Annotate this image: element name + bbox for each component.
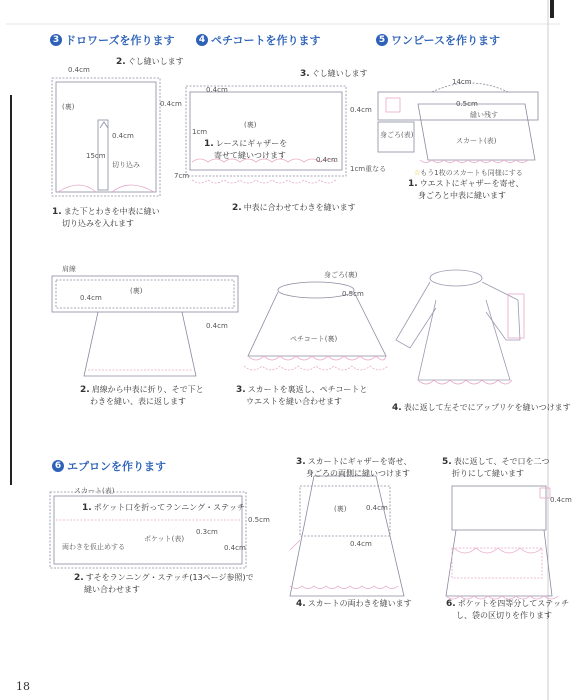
section-title-onepiece: 5 ワンピースを作ります (376, 32, 500, 48)
label-migoro-ura: 身ごろ(裏) (324, 271, 358, 279)
step-apron-5: 5. 表に返して、そで口を二つ 折りにして縫います (442, 457, 550, 478)
label-ura: (裏) (334, 505, 347, 513)
label-petticoat-ura: ペチコート(裏) (290, 335, 338, 343)
label-c7: 7cm (174, 172, 190, 180)
label-c04: 0.4cm (366, 504, 388, 512)
step-petticoat-1: 1. レースにギャザーを 寄せて縫いつけます (204, 139, 288, 160)
finished-dress-illustration (396, 270, 524, 384)
step-apron-6: 6. ポケットを四等分してステッチ し、袋の区切りを作ります (446, 599, 570, 620)
step-apron-4: 4. スカートの両わきを縫います (296, 599, 412, 609)
apron-finished-illustration (446, 486, 558, 599)
label-c04: 0.4cm (206, 322, 228, 330)
label-c14: 14cm (452, 78, 472, 86)
label-c04: 0.4cm (350, 540, 372, 548)
section-title-apron: 6 エプロンを作ります (52, 458, 166, 474)
label-c03: 0.3cm (196, 528, 218, 536)
onepiece-top-illustration (378, 83, 538, 163)
label-migoro-omote: 身ごろ(表) (380, 131, 414, 139)
label-c04: 0.4cm (350, 106, 372, 114)
step-petticoat-2: 2. 中表に合わせてわきを縫います (232, 203, 356, 213)
step-drawers-2: 2. ぐし縫いします (116, 57, 184, 67)
section-title-petticoat: 4 ペチコートを作ります (196, 32, 321, 48)
label-c04: 0.4cm (68, 66, 90, 74)
label-c05: 0.5cm (248, 516, 270, 524)
step-onepiece-2: 2. 肩線から中表に折り、そで下と わきを縫い、表に返します (80, 385, 204, 406)
step-onepiece-3: 3. スカートを裏返し、ペチコートと ウエストを縫い合わせます (236, 385, 368, 406)
label-ura: (裏) (62, 103, 75, 111)
label-skirt-omote: スカート(表) (456, 137, 497, 145)
petticoat-illustration (186, 86, 346, 183)
label-c04: 0.4cm (316, 156, 338, 164)
step-onepiece-4: 4. 表に返して左そでにアップリケを縫いつけます (392, 403, 571, 413)
label-c05: 0.5cm (342, 290, 364, 298)
section-title-drawers: 3 ドロワーズを作ります (50, 32, 174, 48)
margin-bar (10, 95, 12, 485)
label-ura: (裏) (244, 121, 257, 129)
page-number: 18 (16, 680, 30, 693)
label-skirt: スカート(表) (74, 487, 115, 495)
step-apron-2: 2. すそをランニング・ステッチ(13ページ参照)で 縫い合わせます (74, 573, 254, 594)
skirt-petticoat-illustration (244, 282, 388, 370)
label-c04: 0.4cm (80, 294, 102, 302)
note-other-skirt: ☆もう1枚のスカートも同様にする (414, 169, 523, 177)
label-ura: (裏) (130, 287, 143, 295)
step-apron-3: 3. スカートにギャザーを寄せ、 身ごろの両側に縫いつけます (296, 457, 412, 478)
label-kirikomi: 切り込み (112, 161, 140, 169)
label-c04: 0.4cm (160, 100, 182, 108)
drawers-illustration (52, 78, 160, 196)
label-ryowaki: 両わきを仮止めする (62, 543, 125, 551)
step-onepiece-1: 1. ウエストにギャザーを寄せ、 身ごろと中表に縫います (408, 179, 524, 200)
label-pocket-omote: ポケット(表) (144, 535, 185, 543)
label-c04: 0.4cm (112, 132, 134, 140)
step-apron-1: 1. ポケット口を折ってランニング・ステッチ (82, 503, 245, 513)
label-c04: 0.4cm (206, 86, 228, 94)
step-drawers-1: 1. また下とわきを中表に縫い 切り込みを入れます (52, 207, 160, 228)
apron-skirt-illustration (290, 476, 404, 596)
label-c1kaeru: 1cm重なる (350, 165, 387, 173)
label-c05: 0.5cm (456, 100, 478, 108)
step-petticoat-3: 3. ぐし縫いします (300, 69, 368, 79)
label-c15: 15cm (86, 152, 106, 160)
label-c04: 0.4cm (224, 544, 246, 552)
label-c04: 0.4cm (550, 496, 572, 504)
label-katasen: 肩線 (62, 265, 76, 273)
label-nuishiro: 縫い残す (470, 111, 498, 119)
label-c1: 1cm (192, 128, 208, 136)
